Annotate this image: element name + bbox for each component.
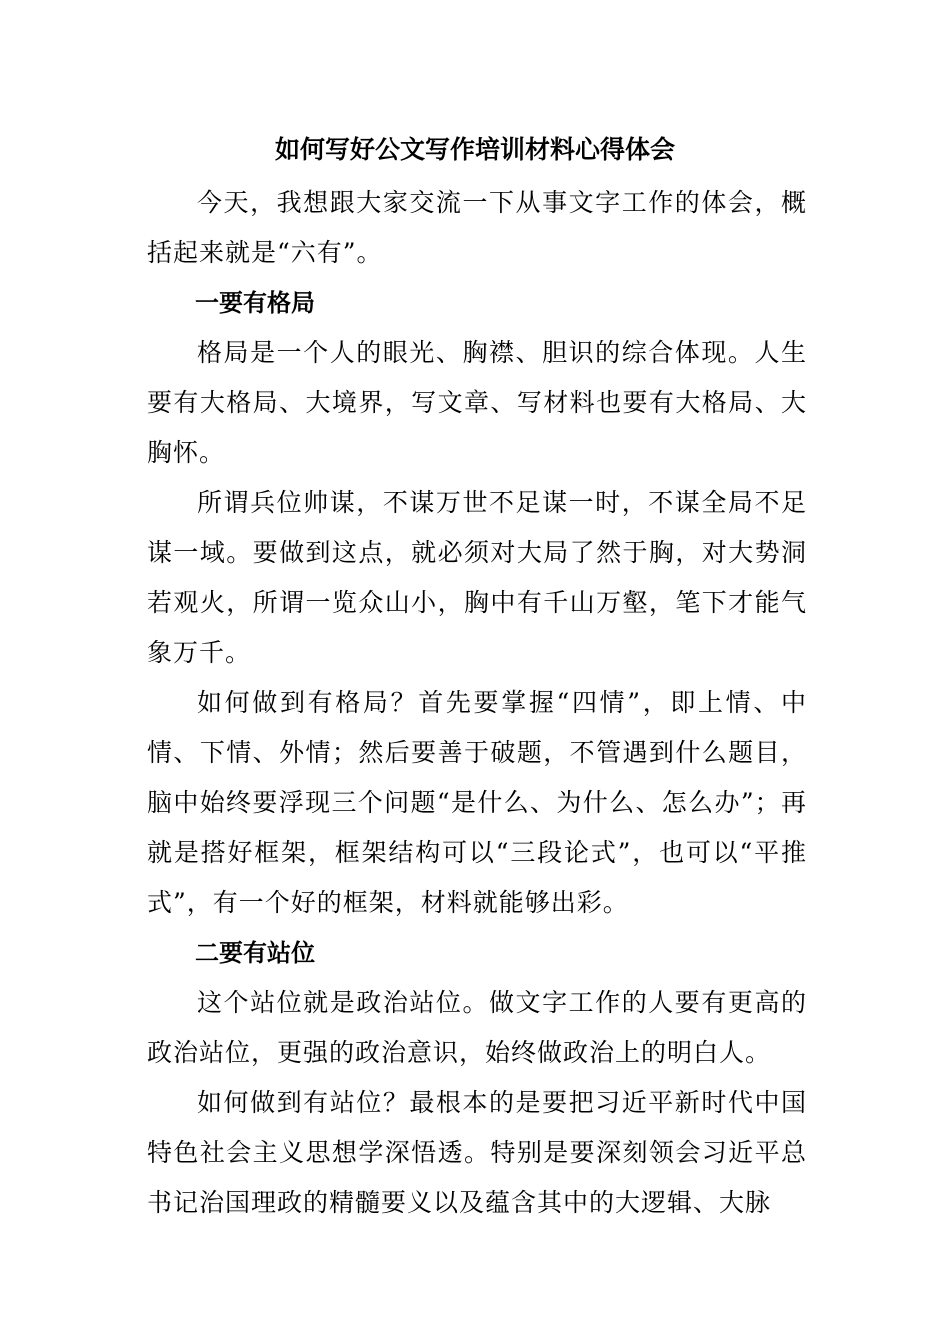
body-paragraph: 如何做到有站位？最根本的是要把习近平新时代中国特色社会主义思想学深悟透。特别是要深刻领会习近平总书记治国理政的精髓要义以及蕴含其中的大逻辑、大脉 xyxy=(147,1088,807,1217)
document-title: 如何写好公文写作培训材料心得体会 xyxy=(274,135,675,164)
body-paragraph: 格局是一个人的眼光、胸襟、胆识的综合体现。人生要有大格局、大境界，写文章、写材料也要有大格局、大胸怀。 xyxy=(147,338,807,467)
body-paragraph: 这个站位就是政治站位。做文字工作的人要有更高的政治站位，更强的政治意识，始终做政治上的明白人。 xyxy=(147,988,807,1067)
document-body xyxy=(147,178,807,1228)
section-heading-1: 一要有格局 xyxy=(195,289,315,317)
body-paragraph: 如何做到有格局？首先要掌握“四情”，即上情、中情、下情、外情；然后要善于破题，不管遇到什么题目，脑中始终要浮现三个问题“是什么、为什么、怎么办”；再就是搭好框架，框架结构可以“三段论式”，也可以“平推式”，有一个好的框架，材料就能够出彩。 xyxy=(147,688,807,917)
section-heading-2: 二要有站位 xyxy=(195,939,315,967)
intro-paragraph: 今天，我想跟大家交流一下从事文字工作的体会，概括起来就是“六有”。 xyxy=(147,188,807,267)
body-paragraph: 所谓兵位帅谋，不谋万世不足谋一时，不谋全局不足谋一域。要做到这点，就必须对大局了然于胸，对大势洞若观火，所谓一览众山小，胸中有千山万壑，笔下才能气象万千。 xyxy=(147,488,807,667)
